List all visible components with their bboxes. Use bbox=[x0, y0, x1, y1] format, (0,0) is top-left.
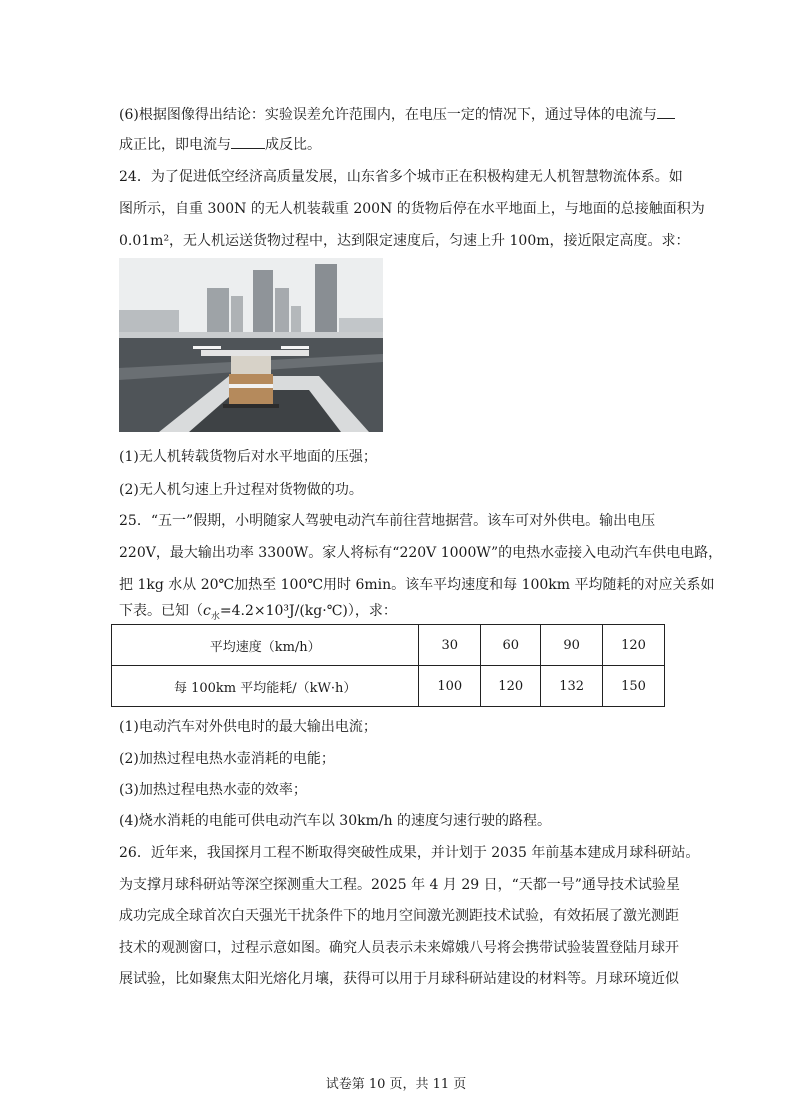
q24-sub-2: (2)无人机匀速上升过程对货物做的功。 bbox=[119, 482, 363, 498]
page-footer: 试卷第 10 页，共 11 页 bbox=[325, 1077, 467, 1092]
speed-energy-table bbox=[111, 624, 665, 707]
table-cell: 30 bbox=[419, 625, 481, 666]
table-cell: 60 bbox=[481, 625, 541, 666]
q26-line-3: 成功完成全球首次白天强光干扰条件下的地月空间激光测距技术试验，有效拓展了激光测距 bbox=[119, 908, 679, 924]
q26-line-1: 26．近年来，我国探月工程不断取得突破性成果，并计划于 2035 年前基本建成月球科研站。 bbox=[119, 845, 700, 861]
table-row bbox=[112, 666, 665, 707]
table-cell: 150 bbox=[603, 666, 665, 707]
row-label-speed: 平均速度（km/h） bbox=[112, 625, 419, 666]
q25-line-4-text-a: 下表。已知（ bbox=[119, 603, 203, 619]
q24-line-3: 0.01m²，无人机运送货物过程中，达到限定速度后，匀速上升 100m，接近限定高度。求： bbox=[119, 233, 690, 249]
q23-line-1 bbox=[119, 104, 675, 125]
answer-blank bbox=[657, 104, 675, 119]
q25-line-3: 把 1kg 水从 20℃加热至 100℃用时 6min。该车平均速度和每 100km 平均随耗的对应关系如 bbox=[119, 577, 715, 593]
answer-blank bbox=[231, 134, 265, 149]
table-cell: 120 bbox=[481, 666, 541, 707]
q23-line-1-text: (6)根据图像得出结论：实验误差允许范围内，在电压一定的情况下，通过导体的电流与 bbox=[119, 107, 657, 123]
q25-line-1: 25．“五一”假期，小明随家人驾驶电动汽车前往营地据营。该车可对外供电。输出电压 bbox=[119, 513, 656, 529]
q23-line-2-text-b: 成反比。 bbox=[265, 137, 321, 153]
q26-line-4: 技术的观测窗口，过程示意如图。确究人员表示未来嫦娥八号将会携带试验装置登陆月球开 bbox=[119, 940, 679, 956]
q26-line-5: 展试验，比如聚焦太阳光熔化月壤，获得可以用于月球科研站建设的材料等。月球环境近似 bbox=[119, 971, 679, 987]
q24-line-1: 24．为了促进低空经济高质量发展，山东省多个城市正在积极构建无人机智慧物流体系。如 bbox=[119, 169, 683, 185]
q25-line-4-text-b: =4.2×10³J/(kg·℃)），求： bbox=[219, 603, 397, 619]
q25-line-4 bbox=[119, 601, 397, 627]
row-label-energy: 每 100km 平均能耗/（kW·h） bbox=[112, 666, 419, 707]
drone-photo bbox=[119, 258, 383, 432]
table-cell: 120 bbox=[603, 625, 665, 666]
q25-sub-3: (3)加热过程电热水壶的效率； bbox=[119, 782, 307, 798]
specific-heat-subscript: 水 bbox=[210, 611, 220, 622]
specific-heat-symbol: c bbox=[203, 603, 211, 619]
q25-sub-2: (2)加热过程电热水壶消耗的电能； bbox=[119, 751, 335, 767]
table-cell: 100 bbox=[419, 666, 481, 707]
q25-sub-4: (4)烧水消耗的电能可供电动汽车以 30km/h 的速度匀速行驶的路程。 bbox=[119, 813, 552, 829]
q24-sub-1: (1)无人机转载货物后对水平地面的压强； bbox=[119, 449, 377, 465]
q25-sub-1: (1)电动汽车对外供电时的最大输出电流； bbox=[119, 719, 377, 735]
q25-line-2: 220V，最大输出功率 3300W。家人将标有“220V 1000W”的电热水壶接入电动汽车供电电路， bbox=[119, 545, 723, 561]
table-row bbox=[112, 625, 665, 666]
q23-line-2-text-a: 成正比，即电流与 bbox=[119, 137, 231, 153]
q26-line-2: 为支撑月球科研站等深空探测重大工程。2025 年 4 月 29 日，“天都一号”通导技术试验星 bbox=[119, 877, 680, 893]
q23-line-2 bbox=[119, 134, 321, 155]
q24-line-2: 图所示，自重 300N 的无人机装载重 200N 的货物后停在水平地面上，与地面的总接触面积为 bbox=[119, 201, 705, 217]
table-cell: 132 bbox=[541, 666, 603, 707]
table-cell: 90 bbox=[541, 625, 603, 666]
